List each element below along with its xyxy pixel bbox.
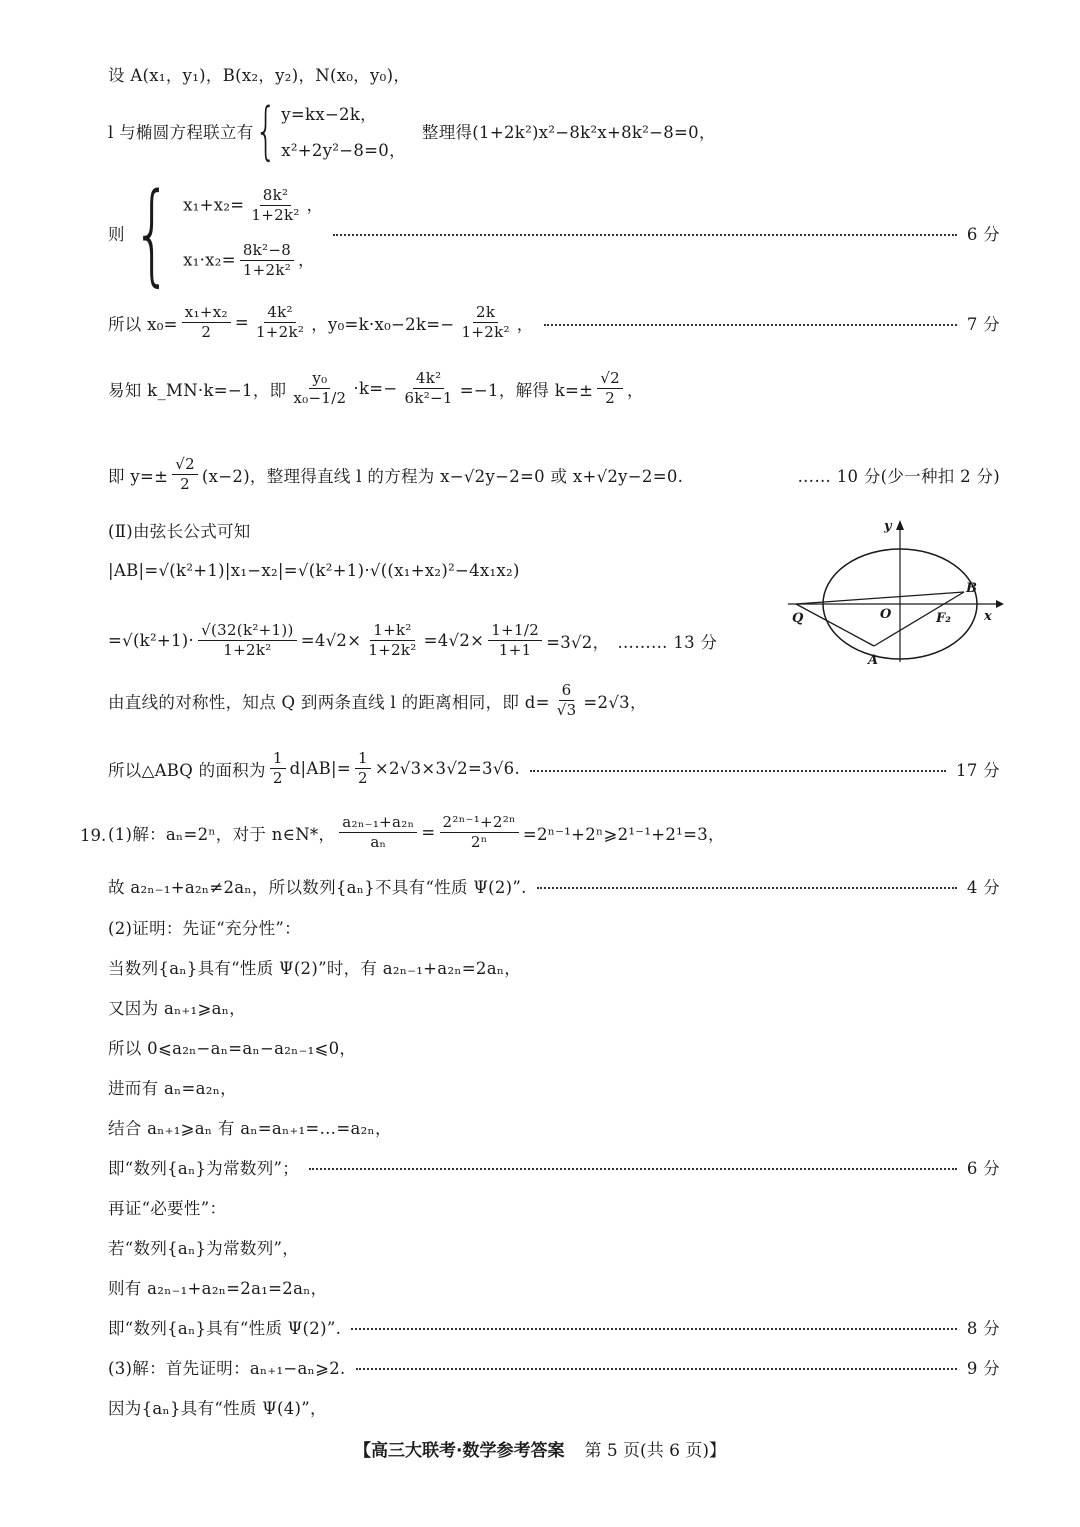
prod-den: 1+2k²	[242, 261, 292, 280]
points-6: 6 分	[966, 225, 1000, 244]
ab-num: √(32(k²+1))	[198, 622, 297, 641]
slope-num: √2	[172, 456, 198, 475]
line-10-b: =2√3，	[583, 692, 647, 712]
k-num: √2	[597, 370, 623, 389]
line-11-b: d|AB|=	[289, 759, 352, 779]
half2-num: 1	[355, 750, 371, 769]
leader-dots	[537, 887, 957, 889]
line-4-b: =	[234, 313, 249, 333]
ellipse-figure	[784, 512, 1004, 672]
ratio2-num: 2²ⁿ⁻¹+2²ⁿ	[440, 814, 519, 833]
eq-num: 4k²	[413, 370, 445, 389]
line-4	[108, 304, 1000, 342]
line-17: 所以 0⩽a₂ₙ−aₙ=aₙ−a₂ₙ₋₁⩽0，	[108, 1039, 357, 1058]
line-11-a: 所以△ABQ 的面积为	[108, 760, 266, 780]
x0-val-num: 4k²	[264, 304, 296, 323]
y0-num: 2k	[473, 304, 498, 323]
sum-num: 8k²	[260, 187, 292, 206]
line-7: (Ⅱ)由弦长公式可知	[108, 522, 251, 541]
x-arrow-icon	[996, 600, 1004, 608]
line-11-c: ×2√3×3√2=3√6.	[374, 759, 521, 779]
line-13-text: 故 a₂ₙ₋₁+a₂ₙ≠2aₙ，所以数列{aₙ}不具有“性质 Ψ(2)”.	[108, 878, 527, 897]
page-footer	[0, 1436, 1080, 1461]
leader-dots	[309, 1168, 957, 1170]
leader-dots	[544, 324, 957, 326]
x0-num: x₁+x₂	[182, 304, 231, 323]
line-8: |AB|=√(k²+1)|x₁−x₂|=√(k²+1)·√((x₁+x₂)²−4x₁x₂)	[108, 561, 520, 580]
line-5-a: 易知 k_MN·k=−1，即	[108, 380, 287, 400]
line-15: 当数列{aₙ}具有“性质 Ψ(2)”时，有 a₂ₙ₋₁+a₂ₙ=2aₙ，	[108, 959, 522, 978]
line-10-a: 由直线的对称性，知点 Q 到两条直线 l 的距离相同，即 d=	[108, 692, 550, 712]
system-1-eq1: y=kx−2k，	[281, 105, 377, 124]
ab2-den: 1+2k²	[368, 641, 417, 660]
line-19: 结合 aₙ₊₁⩾aₙ 有 aₙ=aₙ₊₁=…=a₂ₙ，	[108, 1119, 392, 1138]
y-arrow-icon	[896, 520, 904, 530]
line-4-a: 所以 x₀=	[108, 314, 178, 334]
leader-dots	[351, 1328, 957, 1330]
line-20	[108, 1155, 1000, 1179]
label-o: O	[880, 607, 892, 622]
points-13: ……… 13 分	[617, 632, 718, 652]
x0-val-den: 1+2k²	[255, 323, 305, 342]
line-5-d: ，	[627, 380, 644, 400]
line-9-a: =√(k²+1)·	[108, 631, 195, 651]
line-9-c: =4√2×	[423, 631, 485, 651]
line-9-b: =4√2×	[300, 631, 362, 651]
slope-den: 2	[180, 475, 190, 494]
prod-num: 8k²−8	[240, 242, 294, 261]
points-4: 4 分	[966, 878, 1000, 897]
line-2-post: 整理得(1+2k²)x²−8k²x+8k²−8=0，	[421, 123, 716, 142]
footer-page-number: 第 5 页(共 6 页)】	[584, 1441, 726, 1461]
points-10: …… 10 分(少一种扣 2 分)	[797, 466, 1000, 486]
points-6b: 6 分	[966, 1159, 1000, 1178]
line-9	[108, 622, 780, 660]
line-23: 则有 a₂ₙ₋₁+a₂ₙ=2a₁=2aₙ，	[108, 1279, 328, 1298]
line-26: 因为{aₙ}具有“性质 Ψ(4)”，	[108, 1399, 327, 1418]
label-x: x	[984, 609, 992, 624]
system-2: { x₁+x₂= $\frac{\text{8k²}}{\text{1+2k²}}$ ， x₁·x₂= $\frac{\text{8k²−8}}{\text{1+2k²}}$ ，	[132, 169, 324, 297]
footer-title: 【高三大联考·数学参考答案	[354, 1441, 565, 1461]
line-6-b: (x−2)，整理得直线 l 的方程为 x−√2y−2=0 或 x+√2y−2=0.	[201, 466, 684, 486]
line-5	[108, 370, 1000, 408]
label-y: y	[884, 519, 892, 534]
question-number-19: 19.	[80, 826, 107, 845]
line-25	[108, 1355, 1000, 1379]
line-12	[108, 814, 1000, 852]
ratio-den: aₙ	[370, 833, 387, 852]
sum-left: x₁+x₂=	[183, 194, 245, 214]
ab3-num: 1+1/2	[488, 622, 542, 641]
line-4-d: ，	[516, 314, 534, 334]
line-3-pre: 则	[108, 225, 125, 244]
ab2-num: 1+k²	[370, 622, 414, 641]
ratio2-den: 2ⁿ	[470, 833, 488, 852]
points-8: 8 分	[966, 1319, 1000, 1338]
kmn-den: x₀−1/2	[293, 389, 347, 408]
ab-den: 1+2k²	[223, 641, 272, 660]
d-den: √3	[556, 701, 577, 720]
kmn-num: y₀	[309, 370, 330, 389]
leader-dots	[530, 770, 946, 772]
line-14: (2)证明：先证“充分性”：	[108, 919, 301, 938]
line-24-text: 即“数列{aₙ}具有“性质 Ψ(2)”.	[108, 1319, 342, 1338]
half-den: 2	[272, 769, 283, 788]
line-11	[108, 750, 1000, 788]
line-1: 设 A(x₁，y₁)，B(x₂，y₂)，N(x₀，y₀)，	[108, 66, 411, 85]
y0-den: 1+2k²	[461, 323, 510, 342]
line-10	[108, 682, 1000, 720]
label-b: B	[966, 581, 977, 596]
line-6	[108, 456, 1000, 494]
line-5-b: ·k=−	[353, 379, 398, 399]
line-21: 再证“必要性”：	[108, 1199, 227, 1218]
segment-qb	[796, 592, 964, 604]
line-12-c: =2ⁿ⁻¹+2ⁿ⩾2¹⁻¹+2¹=3，	[522, 824, 725, 844]
system-1-eq2: x²+2y²−8=0，	[281, 141, 406, 160]
ratio-num: a₂ₙ₋₁+a₂ₙ	[339, 814, 417, 833]
system-1: { y=kx−2k， x²+2y²−8=0，	[254, 94, 406, 167]
eq-den: 6k²−1	[404, 389, 453, 408]
line-2	[108, 94, 1000, 167]
line-24	[108, 1315, 1000, 1339]
line-20-text: 即“数列{aₙ}为常数列”；	[108, 1159, 300, 1178]
points-17: 17 分	[956, 760, 1000, 780]
line-18: 进而有 aₙ=a₂ₙ，	[108, 1079, 237, 1098]
line-6-a: 即 y=±	[108, 466, 169, 486]
label-a: A	[868, 653, 879, 668]
line-22: 若“数列{aₙ}为常数列”，	[108, 1239, 300, 1258]
half-num: 1	[270, 750, 286, 769]
line-13	[108, 874, 1000, 898]
points-9: 9 分	[966, 1359, 1000, 1378]
line-9-d: =3√2，	[546, 632, 610, 652]
segment-qa	[796, 604, 874, 646]
line-25-text: (3)解：首先证明：aₙ₊₁−aₙ⩾2.	[108, 1359, 346, 1378]
leader-dots	[356, 1368, 957, 1370]
line-5-c: =−1，解得 k=±	[459, 380, 594, 400]
line-3	[108, 169, 1000, 297]
half2-den: 2	[358, 769, 368, 788]
line-16: 又因为 aₙ₊₁⩾aₙ，	[108, 999, 246, 1018]
label-f2: F₂	[936, 611, 951, 626]
sum-den: 1+2k²	[251, 205, 300, 224]
line-12-a: (1)解：aₙ=2ⁿ，对于 n∈N*，	[108, 824, 336, 844]
line-4-c: ，y₀=k·x₀−2k=−	[311, 314, 455, 334]
ab3-den: 1+1	[498, 641, 532, 660]
line-2-pre: l 与椭圆方程联立有	[108, 123, 254, 142]
label-q: Q	[792, 611, 804, 626]
prod-left: x₁·x₂=	[183, 250, 236, 270]
leader-dots	[333, 234, 956, 236]
k-den: 2	[605, 389, 616, 408]
x0-den: 2	[201, 323, 212, 342]
points-7: 7 分	[966, 314, 1000, 334]
line-12-b: =	[421, 823, 436, 843]
d-num: 6	[559, 682, 575, 701]
